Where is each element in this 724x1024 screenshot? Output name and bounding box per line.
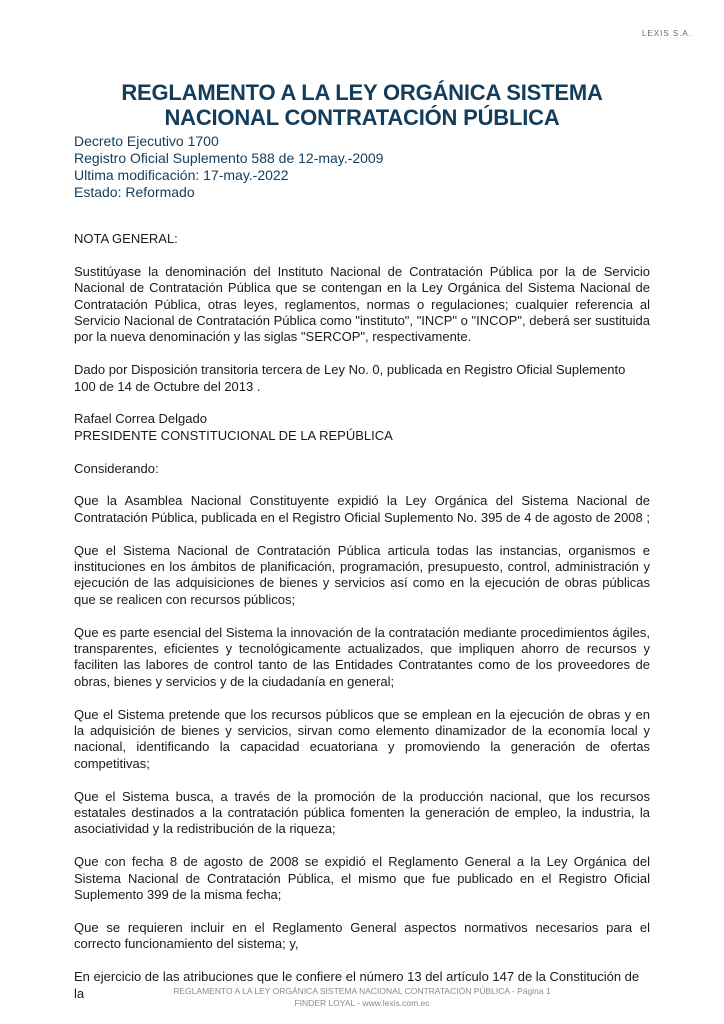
footer-title-page: REGLAMENTO A LA LEY ORGÁNICA SISTEMA NACIONAL CONTRATACIÓN PÚBLICA - Página 1	[173, 986, 551, 996]
paragraph: Sustitúyase la denominación del Instituto Nacional de Contratación Pública por la de Servicio Nacional de Contratación Pública que se contengan en la Ley Orgánica del Sistema Nacional de Contratación Pública, otras leyes, reglamentos, normas o regulaciones; cualquier referencia al Servicio Nacional de Contratación Pública como "instituto", "INCP" o "INCOP", deberá ser sustituida por la nueva denominación y las siglas "SERCOP", respectivamente.	[74, 263, 650, 345]
general-note-heading: NOTA GENERAL:	[74, 231, 178, 246]
paragraph: Que el Sistema busca, a través de la promoción de la producción nacional, que los recursos estatales destinados a la contratación pública fomenten la generación de empleo, la industria, la asociatividad y la redistribución de la riqueza;	[74, 788, 650, 837]
document-metadata	[74, 133, 383, 201]
paragraph: Que el Sistema Nacional de Contratación Pública articula todas las instancias, organismos e instituciones en los ámbitos de planificación, programación, presupuesto, control, administración y ejecución de las adquisiciones de bienes y servicios así como en la ejecución de obras públicas que se realicen con recursos públicos;	[74, 542, 650, 607]
paragraph: Dado por Disposición transitoria tercera de Ley No. 0, publicada en Registro Oficial Suplemento 100 de 14 de Octubre del 2013 .	[74, 362, 626, 394]
registry-info: Registro Oficial Suplemento 588 de 12-may.-2009	[74, 150, 384, 166]
paragraph: Que la Asamblea Nacional Constituyente expidió la Ley Orgánica del Sistema Nacional de Contratación Pública, publicada en el Registro Oficial Suplemento No. 395 de 4 de agosto de 2008 ;	[74, 493, 650, 525]
footer-site: FINDER LOYAL - www.lexis.com.ec	[294, 998, 430, 1008]
document-title	[60, 80, 664, 130]
page-footer	[60, 985, 664, 1009]
paragraph: Que con fecha 8 de agosto de 2008 se expidió el Reglamento General a la Ley Orgánica del Sistema Nacional de Contratación Pública, el mismo que fue publicado en el Registro Oficial Suplemento 399 de la misma fecha;	[74, 854, 650, 903]
paragraph: Que se requieren incluir en el Reglamento General aspectos normativos necesarios para el correcto funcionamiento del sistema; y,	[74, 919, 650, 952]
decree-number: Decreto Ejecutivo 1700	[74, 133, 219, 149]
document-body	[74, 231, 650, 1018]
signatory-name: Rafael Correa Delgado	[74, 411, 207, 427]
title-line-2: NACIONAL CONTRATACIÓN PÚBLICA	[164, 105, 560, 130]
document-status: Estado: Reformado	[74, 184, 195, 200]
considering-heading: Considerando:	[74, 460, 159, 476]
paragraph: Que es parte esencial del Sistema la innovación de la contratación mediante procedimientos ágiles, transparentes, eficientes y tecnológicamente actualizados, que impliquen ahorro de recursos y faciliten las labores de control tanto de las Entidades Contratantes como de los proveedores de obras, bienes y servicios y de la ciudadanía en general;	[74, 624, 650, 689]
title-line-1: REGLAMENTO A LA LEY ORGÁNICA SISTEMA	[121, 80, 603, 105]
signatory-title: PRESIDENTE CONSTITUCIONAL DE LA REPÚBLICA	[74, 427, 393, 443]
publisher-brand: LEXIS S.A.	[641, 29, 692, 38]
last-modified: Ultima modificación: 17-may.-2022	[74, 167, 289, 183]
paragraph: Que el Sistema pretende que los recursos públicos que se emplean en la ejecución de obras y en la adquisición de bienes y servicios, sirvan como elemento dinamizador de la economía local y nacional, identificando la capacidad ecuatoriana y promoviendo la generación de ofertas competitivas;	[74, 706, 650, 771]
paragraph: En ejercicio de las atribuciones que le confiere el número 13 del artículo 147 de la Constitución de la	[74, 969, 640, 1001]
signatory-block	[74, 411, 650, 444]
